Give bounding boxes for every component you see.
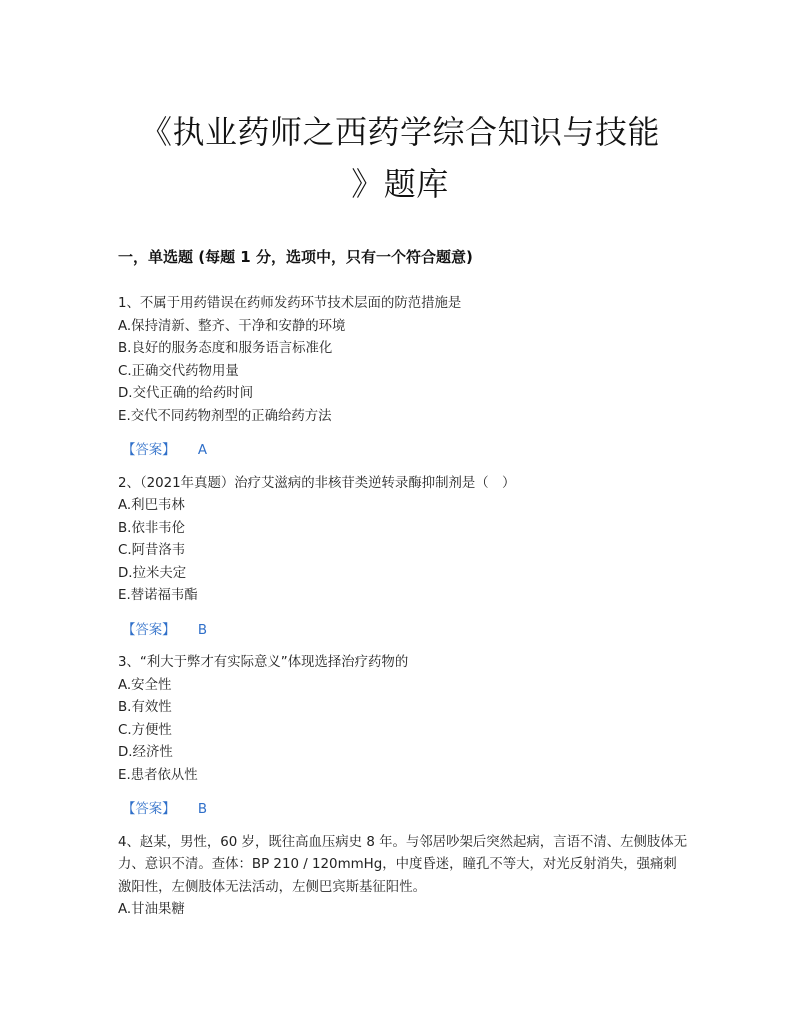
- answer-label: 【答案】: [122, 802, 176, 817]
- question-option-e: E.患者依从性: [118, 767, 198, 783]
- answer-line: [122, 799, 688, 822]
- answer-value: B: [197, 802, 208, 817]
- answer-value: A: [197, 443, 207, 458]
- question-option-a: A.保持清新、整齐、干净和安静的环境: [118, 318, 346, 334]
- question-3: [118, 652, 688, 822]
- question-option-b: B.有效性: [118, 700, 172, 715]
- answer-label: 【答案】: [122, 443, 176, 458]
- answer-line: [122, 620, 688, 643]
- question-list: [118, 293, 688, 922]
- question-option-d: D.交代正确的给药时间: [118, 386, 254, 401]
- answer-line: [122, 440, 688, 463]
- question-option-e: E.交代不同药物剂型的正确给药方法: [118, 408, 332, 424]
- document-title: [0, 106, 800, 210]
- question-4: [118, 832, 688, 922]
- answer-value: B: [197, 622, 208, 638]
- question-stem: 1、不属于用药错误在药师发药环节技术层面的防范措施是: [118, 296, 462, 311]
- title-line-2: 》题库: [351, 165, 449, 203]
- question-option-e: E.替诺福韦酯: [118, 588, 198, 603]
- title-line-1: 《执业药师之西药学综合知识与技能: [139, 113, 660, 151]
- section-heading: 一，单选题 (每题 1 分，选项中，只有一个符合题意): [118, 248, 473, 266]
- question-stem: 4、赵某，男性，60 岁，既往高血压病史 8 年。与邻居吵架后突然起病，言语不清、左侧肢体无力、意识不清。查体：BP 210 / 120mmHg，中度昏迷，瞳孔不等大，对光反射消失，强痛刺激阳性，左侧肢体无法活动，左侧巴宾斯基征阳性。: [118, 834, 688, 895]
- question-option-d: D.拉米夫定: [118, 565, 187, 581]
- question-option-b: B.依非韦伦: [118, 520, 186, 536]
- question-1: [118, 293, 688, 463]
- question-option-d: D.经济性: [118, 745, 173, 760]
- question-option-c: C.方便性: [118, 722, 172, 738]
- question-option-c: C.阿昔洛韦: [118, 543, 186, 558]
- question-option-a: A.甘油果糖: [118, 902, 185, 917]
- question-stem: 3、“利大于弊才有实际意义”体现选择治疗药物的: [118, 655, 409, 670]
- question-option-a: A.利巴韦林: [118, 498, 185, 513]
- answer-label: 【答案】: [122, 622, 176, 638]
- question-option-a: A.安全性: [118, 677, 172, 693]
- question-option-c: C.正确交代药物用量: [118, 363, 239, 379]
- question-option-b: B.良好的服务态度和服务语言标准化: [118, 341, 333, 356]
- question-2: [118, 473, 688, 643]
- question-stem: 2、（2021年真题）治疗艾滋病的非核苷类逆转录酶抑制剂是（ ）: [118, 475, 516, 491]
